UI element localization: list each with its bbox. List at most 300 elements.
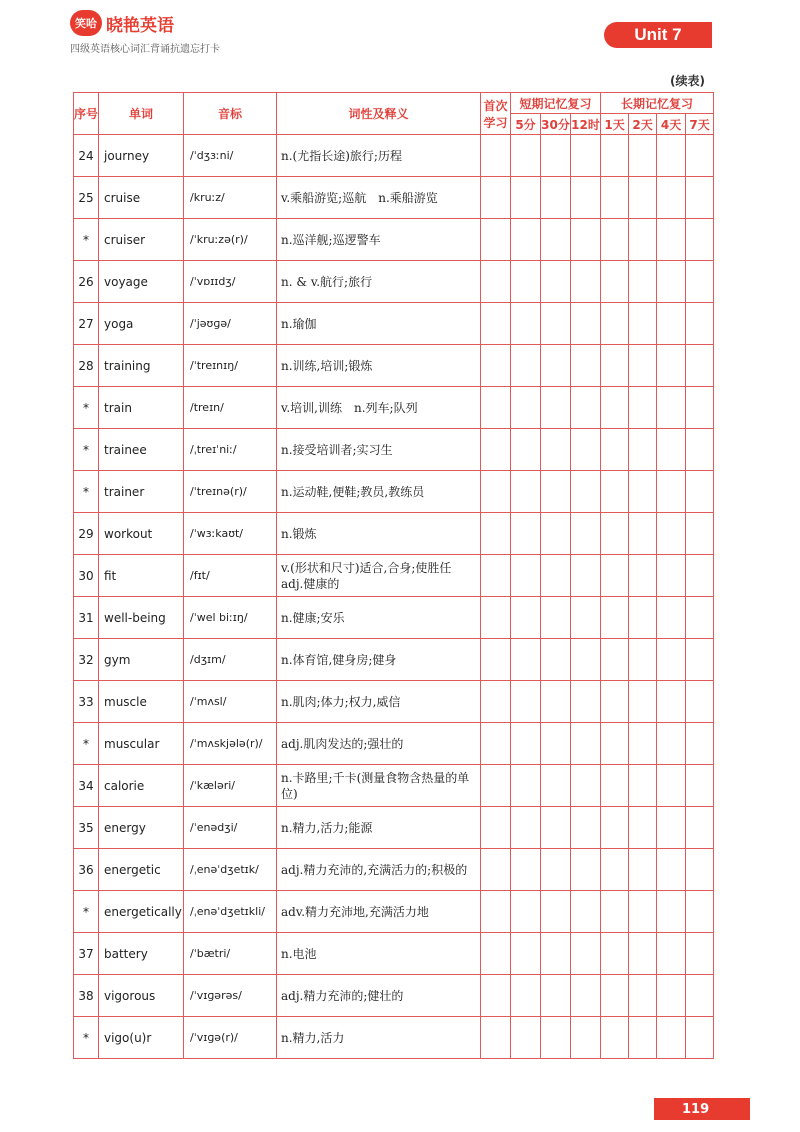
table-row	[74, 723, 714, 765]
row-definition: n. & v.航行;旅行	[277, 261, 481, 303]
review-checkbox-cell[interactable]	[481, 345, 511, 387]
review-checkbox-cell[interactable]	[511, 1017, 541, 1059]
header-first-study: 首次学习	[481, 93, 511, 135]
review-checkbox-cell[interactable]	[571, 471, 601, 513]
review-checkbox-cell[interactable]	[686, 429, 714, 471]
row-number: 29	[74, 513, 99, 555]
review-checkbox-cell[interactable]	[657, 933, 686, 975]
review-checkbox-cell[interactable]	[511, 849, 541, 891]
review-checkbox-cell[interactable]	[511, 723, 541, 765]
review-checkbox-cell[interactable]	[481, 891, 511, 933]
vocab-table	[73, 92, 714, 1059]
review-checkbox-cell[interactable]	[481, 597, 511, 639]
review-checkbox-cell[interactable]	[686, 177, 714, 219]
review-checkbox-cell[interactable]	[511, 555, 541, 597]
row-definition: adj.精力充沛的,充满活力的;积极的	[277, 849, 481, 891]
review-checkbox-cell[interactable]	[481, 1017, 511, 1059]
review-checkbox-cell[interactable]	[511, 135, 541, 177]
review-checkbox-cell[interactable]	[657, 177, 686, 219]
row-phonetic: /ˈmʌsl/	[184, 681, 277, 723]
review-checkbox-cell[interactable]	[601, 261, 629, 303]
review-checkbox-cell[interactable]	[629, 807, 657, 849]
review-checkbox-cell[interactable]	[601, 219, 629, 261]
header-index: 序号	[74, 93, 99, 135]
row-definition: n.健康;安乐	[277, 597, 481, 639]
review-checkbox-cell[interactable]	[601, 975, 629, 1017]
review-checkbox-cell[interactable]	[686, 303, 714, 345]
review-checkbox-cell[interactable]	[511, 345, 541, 387]
review-checkbox-cell[interactable]	[481, 387, 511, 429]
review-checkbox-cell[interactable]	[541, 681, 571, 723]
row-phonetic: /ˈtreɪnɪŋ/	[184, 345, 277, 387]
row-number: 27	[74, 303, 99, 345]
review-checkbox-cell[interactable]	[571, 1017, 601, 1059]
row-word: workout	[99, 513, 184, 555]
review-checkbox-cell[interactable]	[629, 1017, 657, 1059]
row-word: fit	[99, 555, 184, 597]
table-row	[74, 849, 714, 891]
row-phonetic: /ˌenəˈdʒetɪkli/	[184, 891, 277, 933]
table-row	[74, 933, 714, 975]
review-checkbox-cell[interactable]	[541, 513, 571, 555]
review-checkbox-cell[interactable]	[541, 471, 571, 513]
header-7day: 7天	[686, 114, 714, 135]
row-definition: n.电池	[277, 933, 481, 975]
row-number: 33	[74, 681, 99, 723]
row-definition: n.锻炼	[277, 513, 481, 555]
review-checkbox-cell[interactable]	[601, 723, 629, 765]
row-phonetic: /ˈvɒɪɪdʒ/	[184, 261, 277, 303]
row-number: 28	[74, 345, 99, 387]
review-checkbox-cell[interactable]	[686, 639, 714, 681]
table-row	[74, 177, 714, 219]
review-checkbox-cell[interactable]	[629, 933, 657, 975]
review-checkbox-cell[interactable]	[629, 681, 657, 723]
table-row	[74, 555, 714, 597]
row-phonetic: /treɪn/	[184, 387, 277, 429]
row-word: well-being	[99, 597, 184, 639]
row-phonetic: /kruːz/	[184, 177, 277, 219]
review-checkbox-cell[interactable]	[541, 723, 571, 765]
review-checkbox-cell[interactable]	[511, 513, 541, 555]
header-4day: 4天	[657, 114, 686, 135]
review-checkbox-cell[interactable]	[686, 975, 714, 1017]
review-checkbox-cell[interactable]	[601, 1017, 629, 1059]
review-checkbox-cell[interactable]	[657, 219, 686, 261]
review-checkbox-cell[interactable]	[571, 513, 601, 555]
brand-name: 晓艳英语	[106, 15, 174, 36]
row-word: training	[99, 345, 184, 387]
review-checkbox-cell[interactable]	[481, 429, 511, 471]
row-word: battery	[99, 933, 184, 975]
review-checkbox-cell[interactable]	[571, 219, 601, 261]
review-checkbox-cell[interactable]	[541, 1017, 571, 1059]
review-checkbox-cell[interactable]	[571, 807, 601, 849]
review-checkbox-cell[interactable]	[629, 639, 657, 681]
row-definition: v.(形状和尺寸)适合,合身;使胜任 adj.健康的	[277, 555, 481, 597]
review-checkbox-cell[interactable]	[571, 345, 601, 387]
row-number: 36	[74, 849, 99, 891]
review-checkbox-cell[interactable]	[511, 387, 541, 429]
review-checkbox-cell[interactable]	[571, 387, 601, 429]
continued-label: (续表)	[670, 74, 705, 88]
row-definition: n.接受培训者;实习生	[277, 429, 481, 471]
review-checkbox-cell[interactable]	[601, 345, 629, 387]
review-checkbox-cell[interactable]	[511, 765, 541, 807]
row-phonetic: /ˌtreɪˈniː/	[184, 429, 277, 471]
review-checkbox-cell[interactable]	[571, 303, 601, 345]
review-checkbox-cell[interactable]	[541, 429, 571, 471]
row-definition: n.(尤指长途)旅行;历程	[277, 135, 481, 177]
review-checkbox-cell[interactable]	[601, 387, 629, 429]
review-checkbox-cell[interactable]	[541, 555, 571, 597]
review-checkbox-cell[interactable]	[541, 849, 571, 891]
review-checkbox-cell[interactable]	[541, 639, 571, 681]
review-checkbox-cell[interactable]	[511, 975, 541, 1017]
review-checkbox-cell[interactable]	[511, 261, 541, 303]
review-checkbox-cell[interactable]	[629, 975, 657, 1017]
page-number: 119	[654, 1098, 750, 1120]
review-checkbox-cell[interactable]	[629, 387, 657, 429]
review-checkbox-cell[interactable]	[571, 681, 601, 723]
row-number: *	[74, 471, 99, 513]
review-checkbox-cell[interactable]	[481, 807, 511, 849]
review-checkbox-cell[interactable]	[657, 387, 686, 429]
review-checkbox-cell[interactable]	[686, 1017, 714, 1059]
table-row	[74, 597, 714, 639]
review-checkbox-cell[interactable]	[571, 723, 601, 765]
review-checkbox-cell[interactable]	[481, 303, 511, 345]
row-phonetic: /ˈwɜːkaʊt/	[184, 513, 277, 555]
review-checkbox-cell[interactable]	[686, 933, 714, 975]
review-checkbox-cell[interactable]	[629, 555, 657, 597]
review-checkbox-cell[interactable]	[629, 513, 657, 555]
row-number: 26	[74, 261, 99, 303]
review-checkbox-cell[interactable]	[481, 765, 511, 807]
review-checkbox-cell[interactable]	[511, 177, 541, 219]
row-phonetic: /ˈjəʊɡə/	[184, 303, 277, 345]
row-number: 25	[74, 177, 99, 219]
review-checkbox-cell[interactable]	[571, 849, 601, 891]
review-checkbox-cell[interactable]	[657, 765, 686, 807]
row-number: 30	[74, 555, 99, 597]
review-checkbox-cell[interactable]	[657, 429, 686, 471]
row-definition: adv.精力充沛地,充满活力地	[277, 891, 481, 933]
table-row	[74, 471, 714, 513]
review-checkbox-cell[interactable]	[657, 975, 686, 1017]
review-checkbox-cell[interactable]	[541, 219, 571, 261]
review-checkbox-cell[interactable]	[657, 639, 686, 681]
review-checkbox-cell[interactable]	[481, 135, 511, 177]
header-5min: 5分	[511, 114, 541, 135]
table-row	[74, 975, 714, 1017]
review-checkbox-cell[interactable]	[571, 135, 601, 177]
row-number: *	[74, 387, 99, 429]
review-checkbox-cell[interactable]	[601, 135, 629, 177]
review-checkbox-cell[interactable]	[686, 681, 714, 723]
row-number: 35	[74, 807, 99, 849]
review-checkbox-cell[interactable]	[571, 975, 601, 1017]
header-phonetic: 音标	[184, 93, 277, 135]
review-checkbox-cell[interactable]	[481, 723, 511, 765]
review-checkbox-cell[interactable]	[481, 849, 511, 891]
review-checkbox-cell[interactable]	[657, 303, 686, 345]
review-checkbox-cell[interactable]	[481, 555, 511, 597]
review-checkbox-cell[interactable]	[657, 1017, 686, 1059]
review-checkbox-cell[interactable]	[629, 303, 657, 345]
table-row	[74, 429, 714, 471]
row-word: calorie	[99, 765, 184, 807]
review-checkbox-cell[interactable]	[571, 933, 601, 975]
table-row	[74, 807, 714, 849]
review-checkbox-cell[interactable]	[601, 429, 629, 471]
review-checkbox-cell[interactable]	[511, 807, 541, 849]
review-checkbox-cell[interactable]	[629, 429, 657, 471]
review-checkbox-cell[interactable]	[481, 219, 511, 261]
review-checkbox-cell[interactable]	[629, 891, 657, 933]
review-checkbox-cell[interactable]	[657, 261, 686, 303]
row-word: energetic	[99, 849, 184, 891]
unit-badge: Unit 7	[604, 22, 712, 48]
review-checkbox-cell[interactable]	[629, 261, 657, 303]
review-checkbox-cell[interactable]	[511, 303, 541, 345]
row-number: 24	[74, 135, 99, 177]
row-definition: adj.肌肉发达的;强壮的	[277, 723, 481, 765]
header-subtitle: 四级英语核心词汇背诵抗遗忘打卡	[70, 44, 220, 55]
review-checkbox-cell[interactable]	[601, 597, 629, 639]
review-checkbox-cell[interactable]	[657, 471, 686, 513]
review-checkbox-cell[interactable]	[657, 681, 686, 723]
review-checkbox-cell[interactable]	[511, 429, 541, 471]
header-short-term: 短期记忆复习	[511, 93, 601, 114]
review-checkbox-cell[interactable]	[541, 177, 571, 219]
row-phonetic: /ˌenəˈdʒetɪk/	[184, 849, 277, 891]
row-phonetic: /ˈwel biːɪŋ/	[184, 597, 277, 639]
review-checkbox-cell[interactable]	[657, 513, 686, 555]
row-definition: n.卡路里;千卡(测量食物含热量的单位)	[277, 765, 481, 807]
review-checkbox-cell[interactable]	[657, 345, 686, 387]
row-number: *	[74, 1017, 99, 1059]
row-number: 38	[74, 975, 99, 1017]
review-checkbox-cell[interactable]	[511, 639, 541, 681]
review-checkbox-cell[interactable]	[511, 219, 541, 261]
review-checkbox-cell[interactable]	[657, 891, 686, 933]
header-definition: 词性及释义	[277, 93, 481, 135]
review-checkbox-cell[interactable]	[511, 597, 541, 639]
review-checkbox-cell[interactable]	[629, 177, 657, 219]
review-checkbox-cell[interactable]	[481, 471, 511, 513]
review-checkbox-cell[interactable]	[601, 471, 629, 513]
review-checkbox-cell[interactable]	[601, 933, 629, 975]
review-checkbox-cell[interactable]	[571, 639, 601, 681]
row-word: vigo(u)r	[99, 1017, 184, 1059]
review-checkbox-cell[interactable]	[629, 345, 657, 387]
row-number: *	[74, 219, 99, 261]
table-row	[74, 681, 714, 723]
review-checkbox-cell[interactable]	[686, 513, 714, 555]
review-checkbox-cell[interactable]	[541, 345, 571, 387]
row-phonetic: /fɪt/	[184, 555, 277, 597]
review-checkbox-cell[interactable]	[657, 723, 686, 765]
review-checkbox-cell[interactable]	[511, 681, 541, 723]
row-definition: n.精力,活力;能源	[277, 807, 481, 849]
row-word: muscle	[99, 681, 184, 723]
review-checkbox-cell[interactable]	[686, 471, 714, 513]
review-checkbox-cell[interactable]	[601, 513, 629, 555]
review-checkbox-cell[interactable]	[541, 597, 571, 639]
review-checkbox-cell[interactable]	[541, 387, 571, 429]
row-definition: n.肌肉;体力;权力,威信	[277, 681, 481, 723]
review-checkbox-cell[interactable]	[601, 765, 629, 807]
table-row	[74, 639, 714, 681]
table-row	[74, 1017, 714, 1059]
row-definition: n.巡洋舰;巡逻警车	[277, 219, 481, 261]
row-phonetic: /ˈkæləri/	[184, 765, 277, 807]
review-checkbox-cell[interactable]	[601, 303, 629, 345]
header-12h: 12时	[571, 114, 601, 135]
brand-logo	[70, 10, 174, 36]
review-checkbox-cell[interactable]	[657, 849, 686, 891]
review-checkbox-cell[interactable]	[481, 681, 511, 723]
review-checkbox-cell[interactable]	[686, 135, 714, 177]
row-word: gym	[99, 639, 184, 681]
row-phonetic: /ˈenədʒi/	[184, 807, 277, 849]
row-word: energy	[99, 807, 184, 849]
row-number: 34	[74, 765, 99, 807]
table-row	[74, 303, 714, 345]
review-checkbox-cell[interactable]	[686, 387, 714, 429]
row-phonetic: /ˈvɪɡə(r)/	[184, 1017, 277, 1059]
row-word: train	[99, 387, 184, 429]
row-phonetic: /ˈbætri/	[184, 933, 277, 975]
row-definition: n.瑜伽	[277, 303, 481, 345]
row-word: energetically	[99, 891, 184, 933]
review-checkbox-cell[interactable]	[541, 135, 571, 177]
row-definition: v.乘船游览;巡航 n.乘船游览	[277, 177, 481, 219]
row-word: trainer	[99, 471, 184, 513]
row-definition: n.运动鞋,便鞋;教员,教练员	[277, 471, 481, 513]
review-checkbox-cell[interactable]	[571, 597, 601, 639]
review-checkbox-cell[interactable]	[571, 429, 601, 471]
review-checkbox-cell[interactable]	[629, 765, 657, 807]
review-checkbox-cell[interactable]	[511, 891, 541, 933]
row-word: cruise	[99, 177, 184, 219]
review-checkbox-cell[interactable]	[686, 597, 714, 639]
review-checkbox-cell[interactable]	[686, 765, 714, 807]
review-checkbox-cell[interactable]	[541, 891, 571, 933]
header-word: 单词	[99, 93, 184, 135]
row-definition: n.精力,活力	[277, 1017, 481, 1059]
row-phonetic: /ˈkruːzə(r)/	[184, 219, 277, 261]
table-row	[74, 219, 714, 261]
header-30min: 30分	[541, 114, 571, 135]
review-checkbox-cell[interactable]	[686, 345, 714, 387]
review-checkbox-cell[interactable]	[629, 471, 657, 513]
header-long-term: 长期记忆复习	[601, 93, 714, 114]
review-checkbox-cell[interactable]	[629, 723, 657, 765]
review-checkbox-cell[interactable]	[541, 765, 571, 807]
row-word: trainee	[99, 429, 184, 471]
review-checkbox-cell[interactable]	[657, 807, 686, 849]
review-checkbox-cell[interactable]	[629, 135, 657, 177]
row-phonetic: /ˈvɪɡərəs/	[184, 975, 277, 1017]
table-row	[74, 135, 714, 177]
table-row	[74, 345, 714, 387]
review-checkbox-cell[interactable]	[511, 933, 541, 975]
row-phonetic: /dʒɪm/	[184, 639, 277, 681]
review-checkbox-cell[interactable]	[481, 261, 511, 303]
header-2day: 2天	[629, 114, 657, 135]
review-checkbox-cell[interactable]	[571, 891, 601, 933]
row-definition: adj.精力充沛的;健壮的	[277, 975, 481, 1017]
review-checkbox-cell[interactable]	[481, 933, 511, 975]
row-word: cruiser	[99, 219, 184, 261]
review-checkbox-cell[interactable]	[686, 261, 714, 303]
review-checkbox-cell[interactable]	[571, 261, 601, 303]
review-checkbox-cell[interactable]	[686, 891, 714, 933]
review-checkbox-cell[interactable]	[601, 555, 629, 597]
review-checkbox-cell[interactable]	[571, 555, 601, 597]
review-checkbox-cell[interactable]	[657, 597, 686, 639]
row-number: 31	[74, 597, 99, 639]
table-row	[74, 261, 714, 303]
review-checkbox-cell[interactable]	[601, 849, 629, 891]
review-checkbox-cell[interactable]	[657, 135, 686, 177]
row-word: vigorous	[99, 975, 184, 1017]
review-checkbox-cell[interactable]	[571, 765, 601, 807]
review-checkbox-cell[interactable]	[601, 891, 629, 933]
review-checkbox-cell[interactable]	[601, 177, 629, 219]
review-checkbox-cell[interactable]	[481, 513, 511, 555]
review-checkbox-cell[interactable]	[657, 555, 686, 597]
row-number: *	[74, 723, 99, 765]
review-checkbox-cell[interactable]	[629, 219, 657, 261]
review-checkbox-cell[interactable]	[511, 471, 541, 513]
table-row	[74, 891, 714, 933]
review-checkbox-cell[interactable]	[541, 807, 571, 849]
review-checkbox-cell[interactable]	[686, 723, 714, 765]
row-number: *	[74, 429, 99, 471]
review-checkbox-cell[interactable]	[601, 681, 629, 723]
review-checkbox-cell[interactable]	[481, 975, 511, 1017]
header-1day: 1天	[601, 114, 629, 135]
row-phonetic: /ˈdʒɜːni/	[184, 135, 277, 177]
review-checkbox-cell[interactable]	[629, 849, 657, 891]
row-definition: n.训练,培训;锻炼	[277, 345, 481, 387]
review-checkbox-cell[interactable]	[686, 219, 714, 261]
review-checkbox-cell[interactable]	[541, 933, 571, 975]
review-checkbox-cell[interactable]	[686, 555, 714, 597]
review-checkbox-cell[interactable]	[629, 597, 657, 639]
review-checkbox-cell[interactable]	[686, 849, 714, 891]
row-number: *	[74, 891, 99, 933]
table-row	[74, 765, 714, 807]
row-word: voyage	[99, 261, 184, 303]
review-checkbox-cell[interactable]	[601, 639, 629, 681]
row-phonetic: /ˈtreɪnə(r)/	[184, 471, 277, 513]
logo-mark: 笑哈	[70, 10, 102, 36]
review-checkbox-cell[interactable]	[541, 975, 571, 1017]
review-checkbox-cell[interactable]	[481, 639, 511, 681]
review-checkbox-cell[interactable]	[601, 807, 629, 849]
review-checkbox-cell[interactable]	[481, 177, 511, 219]
review-checkbox-cell[interactable]	[571, 177, 601, 219]
row-word: muscular	[99, 723, 184, 765]
review-checkbox-cell[interactable]	[541, 261, 571, 303]
review-checkbox-cell[interactable]	[541, 303, 571, 345]
review-checkbox-cell[interactable]	[686, 807, 714, 849]
row-word: journey	[99, 135, 184, 177]
